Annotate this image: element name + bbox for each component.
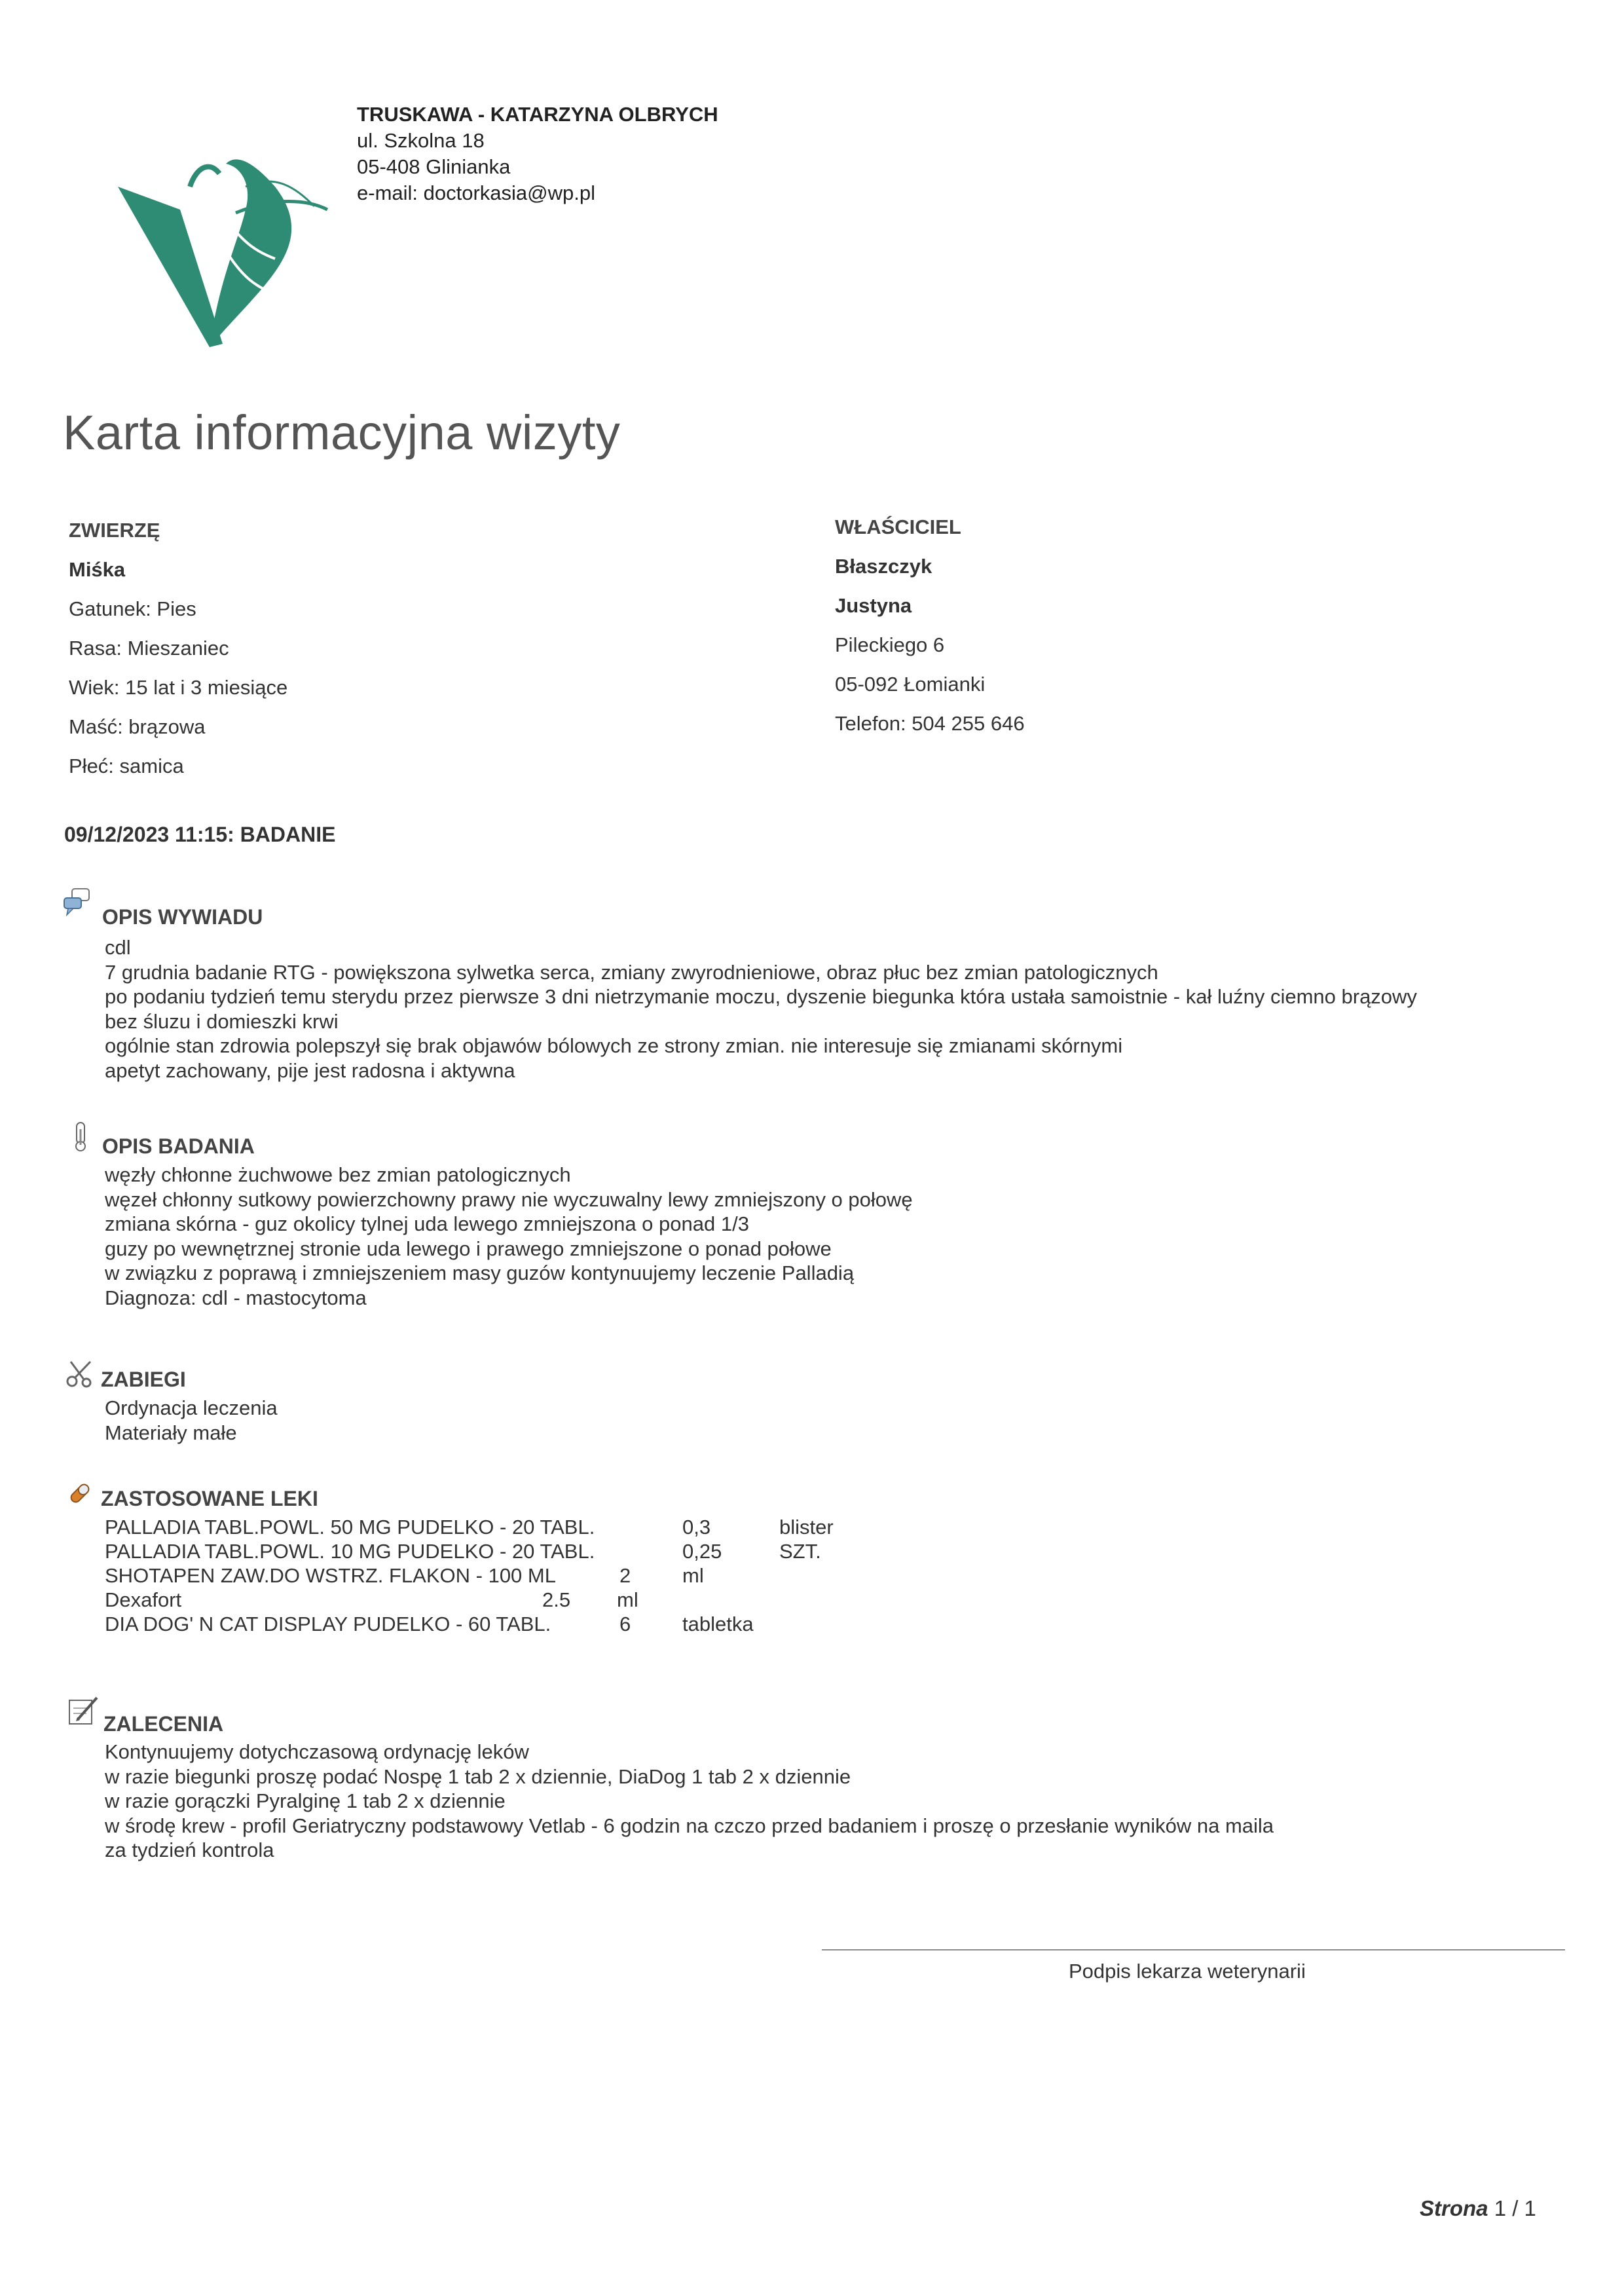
chat-icon (63, 887, 92, 916)
clinic-city: 05-408 Glinianka (357, 155, 511, 178)
recommendation-line: za tydzień kontrola (105, 1838, 274, 1861)
owner-street: Pileckiego 6 (835, 633, 945, 656)
medication-qty: 0,3 (682, 1516, 711, 1539)
medication-qty: 2 (619, 1564, 631, 1587)
medication-name: Dexafort (105, 1588, 182, 1611)
medication-unit: ml (617, 1588, 638, 1611)
history-line: apetyt zachowany, pije jest radosna i aktywna (105, 1058, 515, 1082)
medication-unit: tabletka (682, 1613, 754, 1635)
exam-title: OPIS BADANIA (102, 1134, 255, 1158)
page-label: Strona (1420, 2196, 1488, 2220)
owner-city: 05-092 Łomianki (835, 673, 986, 696)
recommendation-line: w razie biegunki proszę podać Nospę 1 tab 2 x dziennie, DiaDog 1 tab 2 x dziennie (105, 1764, 851, 1788)
animal-name: Miśka (69, 558, 126, 581)
page-count: 1 / 1 (1494, 2196, 1536, 2220)
medication-name: DIA DOG' N CAT DISPLAY PUDELKO - 60 TABL. (105, 1613, 551, 1635)
owner-firstname: Justyna (835, 594, 912, 617)
clinic-logo (111, 147, 334, 357)
history-title: OPIS WYWIADU (102, 905, 263, 929)
medication-unit: SZT. (779, 1540, 821, 1563)
animal-sex: Płeć: samica (69, 755, 184, 777)
recommendations-title: ZALECENIA (103, 1712, 224, 1736)
history-text (105, 935, 1417, 1083)
medication-unit: blister (779, 1516, 834, 1539)
owner-info (835, 508, 1025, 743)
exam-line: węzeł chłonny sutkowy powierzchowny prawy nie wyczuwalny lewy zmniejszony o połowę (105, 1187, 913, 1211)
thermometer-icon (71, 1121, 100, 1150)
medication-qty: 2.5 (542, 1588, 571, 1611)
owner-surname: Błaszczyk (835, 555, 932, 578)
signature-line (822, 1949, 1565, 1950)
recommendation-line: Kontynuujemy dotychczasową ordynację leków (105, 1740, 529, 1763)
procedure-line: Ordynacja leczenia (105, 1396, 278, 1419)
owner-phone: Telefon: 504 255 646 (835, 712, 1025, 735)
animal-info (69, 511, 287, 786)
medications-table (105, 1516, 891, 1647)
medication-name: PALLADIA TABL.POWL. 10 MG PUDELKO - 20 TABL. (105, 1540, 595, 1563)
clinic-email: e-mail: doctorkasia@wp.pl (357, 181, 595, 204)
pencil-note-icon (68, 1695, 97, 1724)
medication-qty: 0,25 (682, 1540, 722, 1563)
document-title: Karta informacyjna wizyty (63, 405, 621, 460)
owner-heading: WŁAŚCICIEL (835, 515, 961, 538)
animal-species: Gatunek: Pies (69, 597, 196, 620)
recommendations-text (105, 1740, 1274, 1863)
visit-header: 09/12/2023 11:15: BADANIE (64, 823, 336, 846)
history-line: cdl (105, 936, 131, 959)
exam-line: w związku z poprawą i zmniejszeniem masy guzów kontynuujemy leczenie Palladią (105, 1261, 855, 1284)
scissors-icon (65, 1359, 94, 1388)
animal-heading: ZWIERZĘ (69, 519, 160, 542)
clinic-name: TRUSKAWA - KATARZYNA OLBRYCH (357, 103, 718, 126)
medications-title: ZASTOSOWANE LEKI (101, 1487, 318, 1510)
procedures-text (105, 1396, 278, 1445)
exam-line: węzły chłonne żuchwowe bez zmian patologicznych (105, 1163, 571, 1186)
exam-line: guzy po wewnętrznej stronie uda lewego i prawego zmniejszone o ponad połowe (105, 1237, 832, 1260)
procedures-title: ZABIEGI (101, 1368, 186, 1391)
history-line: ogólnie stan zdrowia polepszył się brak objawów bólowych ze strony zmian. nie interesuje się zmianami skórnymi (105, 1034, 1123, 1057)
exam-line: zmiana skórna - guz okolicy tylnej uda lewego zmniejszona o ponad 1/3 (105, 1212, 749, 1235)
recommendation-line: w razie gorączki Pyralginę 1 tab 2 x dziennie (105, 1789, 506, 1812)
page-number (1420, 2196, 1536, 2221)
procedure-line: Materiały małe (105, 1421, 237, 1444)
history-line: bez śluzu i domieszki krwi (105, 1009, 339, 1033)
animal-breed: Rasa: Mieszaniec (69, 637, 229, 660)
history-line: 7 grudnia badanie RTG - powiększona sylwetka serca, zmiany zwyrodnieniowe, obraz płuc bez zmian patologicznych (105, 960, 1158, 984)
clinic-header (357, 102, 718, 206)
medication-name: PALLADIA TABL.POWL. 50 MG PUDELKO - 20 TABL. (105, 1516, 595, 1539)
clinic-street: ul. Szkolna 18 (357, 129, 485, 152)
signature-label: Podpis lekarza weterynarii (1069, 1960, 1306, 1983)
animal-age: Wiek: 15 lat i 3 miesiące (69, 676, 288, 699)
history-line: po podaniu tydzień temu sterydu przez pierwsze 3 dni nietrzymanie moczu, dyszenie biegunka która ustała samoistnie - kał luźny ciemno brązowy (105, 985, 1417, 1008)
exam-text (105, 1163, 913, 1310)
medication-unit: ml (682, 1564, 704, 1587)
recommendation-line: w środę krew - profil Geriatryczny podstawowy Vetlab - 6 godzin na czczo przed badaniem i proszę o przesłanie wyników na maila (105, 1814, 1274, 1837)
exam-line: Diagnoza: cdl - mastocytoma (105, 1286, 367, 1309)
medication-qty: 6 (619, 1613, 631, 1635)
medication-name: SHOTAPEN ZAW.DO WSTRZ. FLAKON - 100 ML (105, 1564, 556, 1587)
animal-color: Maść: brązowa (69, 715, 206, 738)
pill-icon (65, 1479, 94, 1508)
